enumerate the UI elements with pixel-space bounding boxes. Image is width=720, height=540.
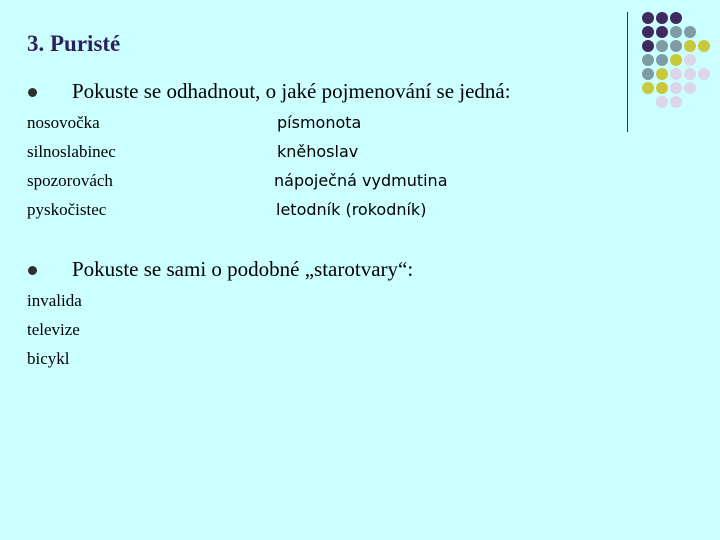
decorative-dot: [698, 68, 710, 80]
decorative-dot: [670, 26, 682, 38]
decorative-dot: [642, 54, 654, 66]
list-item: spozorovách: [27, 171, 113, 190]
bullet-text-1: Pokuste se odhadnout, o jaké pojmenování se jedná:: [72, 79, 511, 103]
decorative-dot: [656, 54, 668, 66]
decorative-dot: [670, 40, 682, 52]
decorative-dot: [656, 26, 668, 38]
decorative-dot: [684, 82, 696, 94]
decorative-dot: [684, 68, 696, 80]
list-item: televize: [27, 320, 80, 339]
decorative-dot: [684, 26, 696, 38]
decorative-dot: [642, 68, 654, 80]
right-word-list: [274, 108, 448, 224]
decorative-dot: [656, 12, 668, 24]
bullet-item-1: [28, 79, 511, 104]
bullet-text-2: Pokuste se sami o podobné „starotvary“:: [72, 257, 414, 281]
list-item: invalida: [27, 291, 82, 310]
decorative-dot: [656, 40, 668, 52]
bullet-item-2: [28, 257, 413, 282]
decorative-dot: [670, 12, 682, 24]
list-item: nápoječná vydmutina: [274, 171, 448, 190]
decorative-dot: [684, 40, 696, 52]
decorative-divider: [627, 12, 628, 132]
slide-title: 3. Puristé: [27, 31, 121, 56]
decorative-dot: [656, 82, 668, 94]
list-item: kněhoslav: [277, 142, 359, 161]
decorative-dot: [698, 40, 710, 52]
decorative-dot: [642, 12, 654, 24]
list-item: bicykl: [27, 349, 70, 368]
list-item: pyskočistec: [27, 200, 107, 219]
example-word-list: [27, 286, 82, 373]
decorative-dot: [642, 26, 654, 38]
list-item: nosovočka: [27, 113, 100, 132]
decorative-dot: [656, 96, 668, 108]
bullet-icon: [28, 88, 37, 97]
decorative-dot: [670, 82, 682, 94]
decorative-dot: [656, 68, 668, 80]
bullet-icon: [28, 266, 37, 275]
decorative-dot: [642, 82, 654, 94]
decorative-dot: [642, 40, 654, 52]
decorative-dot: [670, 96, 682, 108]
list-item: letodník (rokodník): [276, 200, 427, 219]
decorative-dot: [670, 68, 682, 80]
list-item: písmonota: [277, 113, 362, 132]
decorative-dot: [684, 54, 696, 66]
left-word-list: [27, 108, 116, 224]
decorative-dot: [670, 54, 682, 66]
list-item: silnoslabinec: [27, 142, 116, 161]
